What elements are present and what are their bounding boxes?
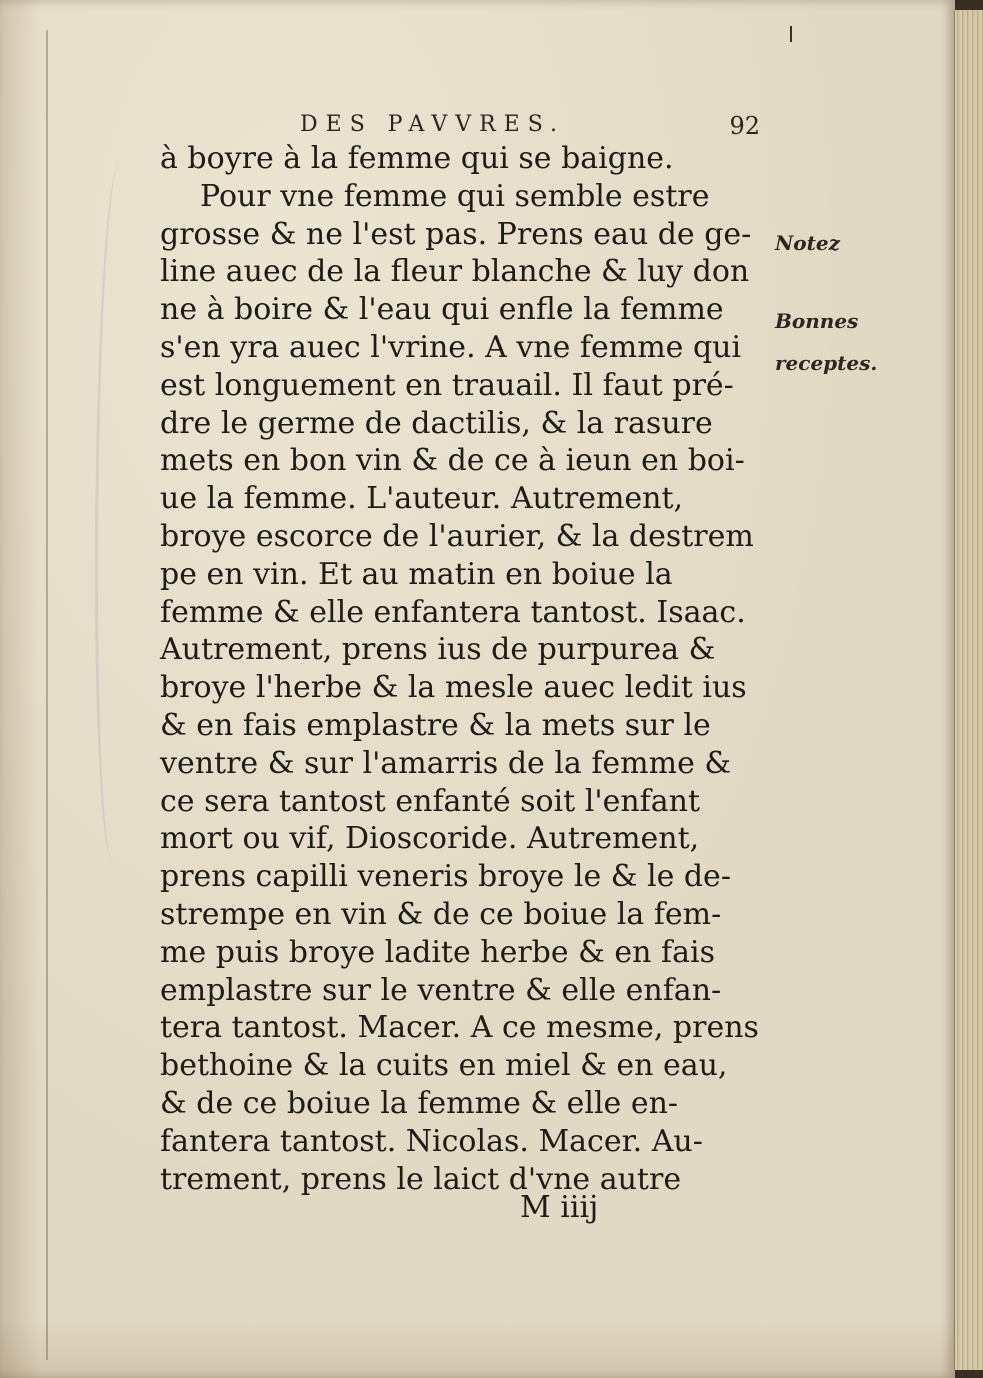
text-line: broye escorce de l'aurier, & la destrem	[160, 518, 754, 554]
text-line: Pour vne femme qui semble estre	[200, 178, 710, 214]
gutter-fold	[46, 30, 48, 1360]
text-line: broye l'herbe & la mesle auec ledit ius	[160, 670, 747, 706]
text-line: mets en bon vin & de ce à ieun en boi-	[160, 443, 745, 479]
margin-note: receptes.	[775, 351, 878, 375]
margin-notes	[775, 222, 905, 384]
margin-note: Bonnes	[775, 309, 859, 333]
text-line: ne à boire & l'eau qui enfle la femme	[160, 292, 724, 328]
page-number: 92	[729, 112, 760, 140]
text-line: prens capilli veneris broye le & le de-	[160, 859, 731, 895]
running-head: DES PAVVRES.	[300, 112, 566, 137]
text-line: bethoine & la cuits en miel & en eau,	[160, 1048, 728, 1084]
text-line: ventre & sur l'amarris de la femme &	[160, 745, 732, 781]
text-line: ue la femme. L'auteur. Autrement,	[160, 481, 684, 517]
text-line: emplastre sur le ventre & elle enfan-	[160, 972, 722, 1008]
text-line: & de ce boiue la femme & elle en-	[160, 1085, 679, 1121]
text-line: à boyre à la femme qui se baigne.	[160, 141, 674, 176]
signature-mark: M iiij	[520, 1190, 599, 1225]
text-line: line auec de la fleur blanche & luy don	[160, 254, 750, 290]
text-line: ce sera tantost enfanté soit l'enfant	[160, 783, 701, 819]
text-line: est longuement en trauail. Il faut pré-	[160, 367, 734, 403]
text-line: strempe en vin & de ce boiue la fem-	[160, 896, 722, 932]
text-line: me puis broye ladite herbe & en fais	[160, 934, 715, 970]
text-line: & en fais emplastre & la mets sur le	[160, 707, 711, 743]
page-edges	[954, 10, 983, 1370]
text-line: grosse & ne l'est pas. Prens eau de ge-	[160, 216, 752, 252]
text-line: Autrement, prens ius de purpurea &	[160, 632, 716, 668]
text-line: mort ou vif, Dioscoride. Autrement,	[160, 821, 700, 857]
text-line: pe en vin. Et au matin en boiue la	[160, 556, 673, 592]
margin-note: Notez	[775, 231, 840, 255]
ink-bleed-mark	[95, 160, 138, 860]
text-line: dre le germe de dactilis, & la rasure	[160, 405, 713, 441]
text-line: femme & elle enfantera tantost. Isaac.	[160, 594, 746, 630]
text-line: tera tantost. Macer. A ce mesme, prens	[160, 1010, 759, 1046]
page-header	[300, 112, 760, 142]
text-line: s'en yra auec l'vrine. A vne femme qui	[160, 329, 742, 365]
text-line: fantera tantost. Nicolas. Macer. Au-	[160, 1123, 703, 1159]
ink-tick-mark	[790, 26, 792, 42]
text-line: trement, prens le laict d'vne autre	[160, 1161, 682, 1197]
body-text	[160, 140, 765, 1198]
